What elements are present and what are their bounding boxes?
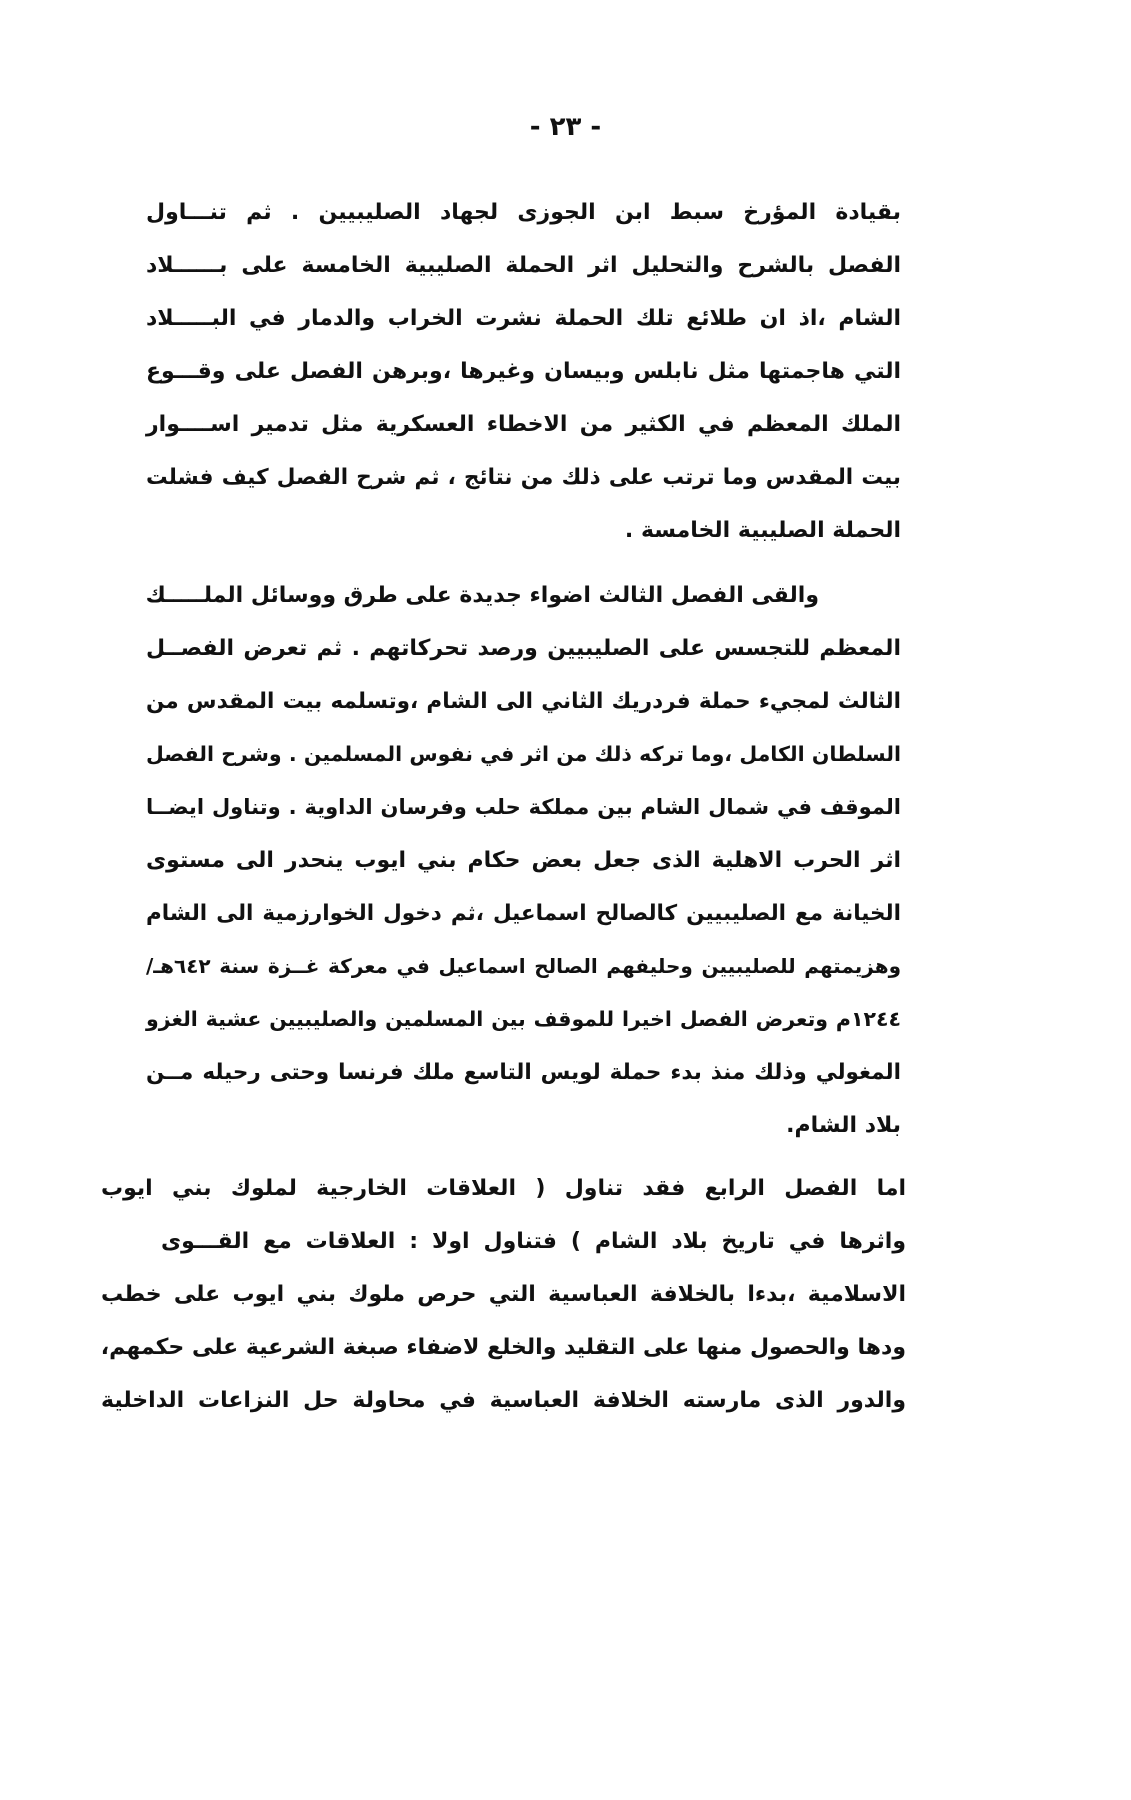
text-line: الاسلامية ،بدءا بالخلافة العباسية التي حرص ملوك بني ايوب على خطب [101,1282,906,1307]
text-line: السلطان الكامل ،وما تركه ذلك من اثر في نفوس المسلمين . وشرح الفصل [146,742,901,766]
text-line: الموقف في شمال الشام بين مملكة حلب وفرسان الداوية . وتناول ايضــا [146,795,901,819]
text-line: والدور الذى مارسته الخلافة العباسية في محاولة حل النزاعات الداخلية [101,1388,906,1413]
text-line: بلاد الشام. [786,1113,901,1138]
text-line: بقيادة المؤرخ سبط ابن الجوزى لجهاد الصليبيين . ثم تنـــاول [146,200,901,225]
text-line: اثر الحرب الاهلية الذى جعل بعض حكام بني ايوب ينحدر الى مستوى [146,848,901,873]
text-line: ١٢٤٤م وتعرض الفصل اخيرا للموقف بين المسلمين والصليبيين عشية الغزو [146,1007,901,1031]
text-line: المغولي وذلك منذ بدء حملة لويس التاسع ملك فرنسا وحتى رحيله مــن [146,1060,901,1085]
text-line: الشام ،اذ ان طلائع تلك الحملة نشرت الخراب والدمار في البـــــلاد [146,306,901,331]
text-line: التي هاجمتها مثل نابلس وبيسان وغيرها ،وبرهن الفصل على وقـــوع [146,359,901,384]
text-line: المعظم للتجسس على الصليبيين ورصد تحركاتهم . ثم تعرض الفصــل [146,636,901,661]
text-line: واثرها في تاريخ بلاد الشام ) فتناول اولا : العلاقات مع القـــوى [161,1229,906,1254]
text-line: والقى الفصل الثالث اضواء جديدة على طرق ووسائل الملـــــك [145,583,819,608]
text-line: الملك المعظم في الكثير من الاخطاء العسكرية مثل تدمير اســــوار [146,412,901,437]
text-line: وهزيمتهم للصليبيين وحليفهم الصالح اسماعيل في معركة غــزة سنة ٦٤٢هـ/ [146,954,901,978]
page-number: - ٢٣ - [529,112,602,142]
text-line: اما الفصل الرابع فقد تناول ( العلاقات الخارجية لملوك بني ايوب [101,1176,906,1201]
text-line: الثالث لمجيء حملة فردريك الثاني الى الشام ،وتسلمه بيت المقدس من [146,689,901,714]
text-line: الفصل بالشرح والتحليل اثر الحملة الصليبية الخامسة على بــــــلاد [146,253,901,278]
text-line: ودها والحصول منها على التقليد والخلع لاضفاء صبغة الشرعية على حكمهم، [100,1335,906,1360]
text-line: الخيانة مع الصليبيين كالصالح اسماعيل ،ثم دخول الخوارزمية الى الشام [146,901,901,926]
text-line: بيت المقدس وما ترتب على ذلك من نتائج ، ثم شرح الفصل كيف فشلت [146,465,901,490]
text-line: الحملة الصليبية الخامسة . [624,518,901,543]
